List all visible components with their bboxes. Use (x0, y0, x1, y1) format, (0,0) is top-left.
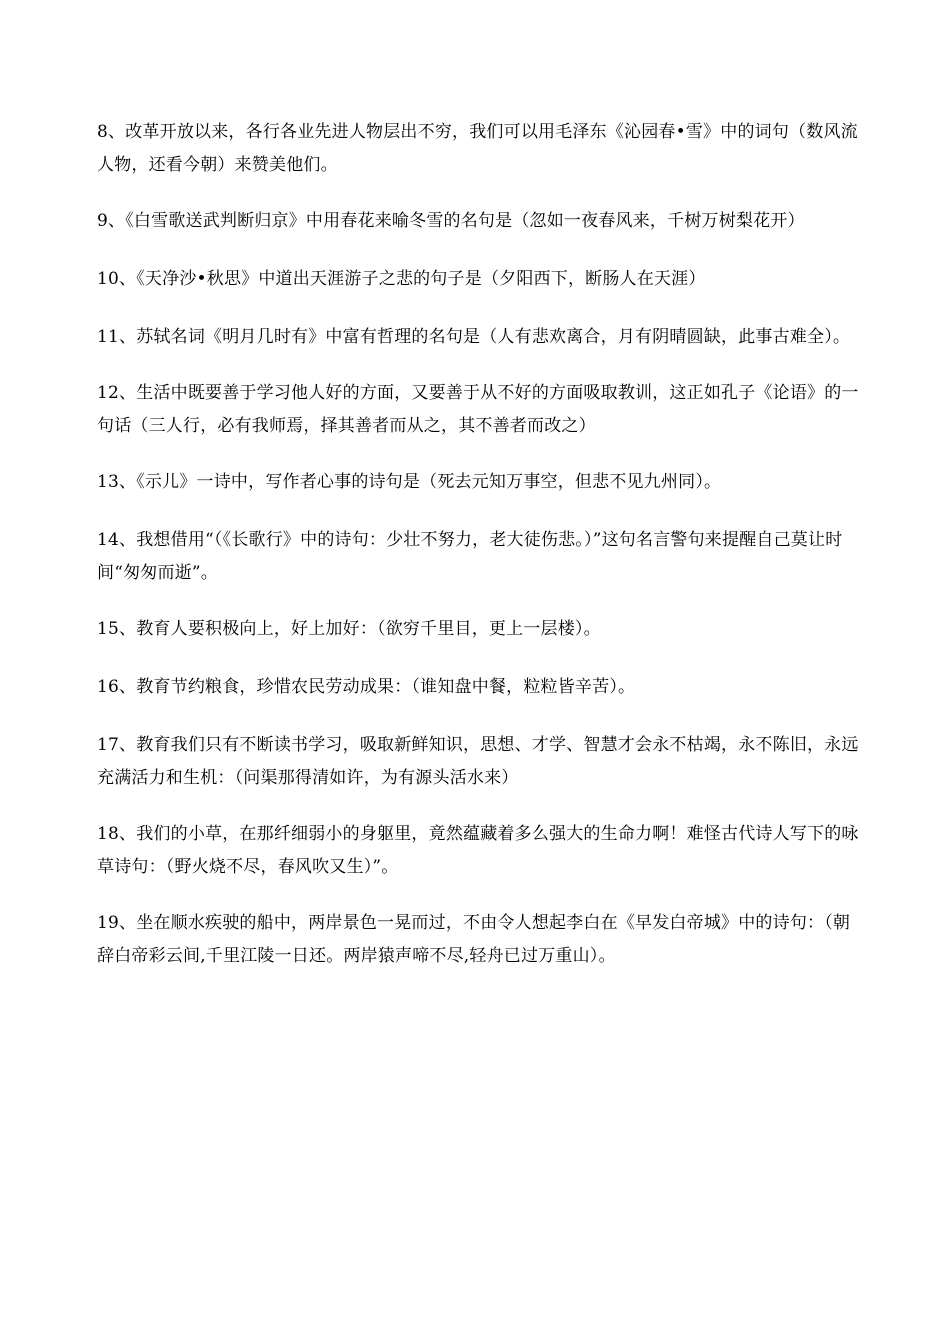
list-item: 15、教育人要积极向上，好上加好：（欲穷千里目，更上一层楼）。 (97, 619, 601, 639)
document-page (97, 116, 859, 996)
list-item: 17、教育我们只有不断读书学习，吸取新鲜知识，思想、才学、智慧才会永不枯竭，永不陈旧，永远充满活力和生机：（问渠那得清如许，为有源头活水来） (97, 735, 859, 788)
list-item: 10、《天净沙•秋思》中道出天涯游子之悲的句子是（夕阳西下，断肠人在天涯） (97, 269, 706, 289)
list-item: 18、我们的小草，在那纤细弱小的身躯里，竟然蕴藏着多么强大的生命力啊！难怪古代诗人写下的咏草诗句：（野火烧不尽，春风吹又生）”。 (97, 824, 859, 877)
list-item: 8、改革开放以来，各行各业先进人物层出不穷，我们可以用毛泽东《沁园春•雪》中的词句（数风流人物，还看今朝）来赞美他们。 (97, 122, 858, 175)
list-item: 19、坐在顺水疾驶的船中，两岸景色一晃而过，不由令人想起李白在《早发白帝城》中的诗句：（朝辞白帝彩云间,千里江陵一日还。两岸猿声啼不尽,轻舟已过万重山）。 (97, 913, 851, 966)
list-item: 12、生活中既要善于学习他人好的方面，又要善于从不好的方面吸取教训，这正如孔子《论语》的一句话（三人行，必有我师焉，择其善者而从之，其不善者而改之） (97, 383, 859, 436)
list-item: 16、教育节约粮食，珍惜农民劳动成果：（谁知盘中餐，粒粒皆辛苦）。 (97, 677, 636, 697)
list-item: 13、《示儿》一诗中，写作者心事的诗句是（死去元知万事空，但悲不见九州同）。 (97, 472, 722, 492)
list-item: 14、我想借用“（《长歌行》中的诗句：少壮不努力，老大徒伤悲。）”这句名言警句来提醒自己莫让时间“匆匆而逝”。 (97, 530, 843, 583)
list-item: 9、《白雪歌送武判断归京》中用春花来喻冬雪的名句是（忽如一夜春风来，千树万树梨花开） (97, 211, 805, 231)
list-item: 11、苏轼名词《明月几时有》中富有哲理的名句是（人有悲欢离合，月有阴晴圆缺，此事古难全）。 (97, 327, 851, 347)
